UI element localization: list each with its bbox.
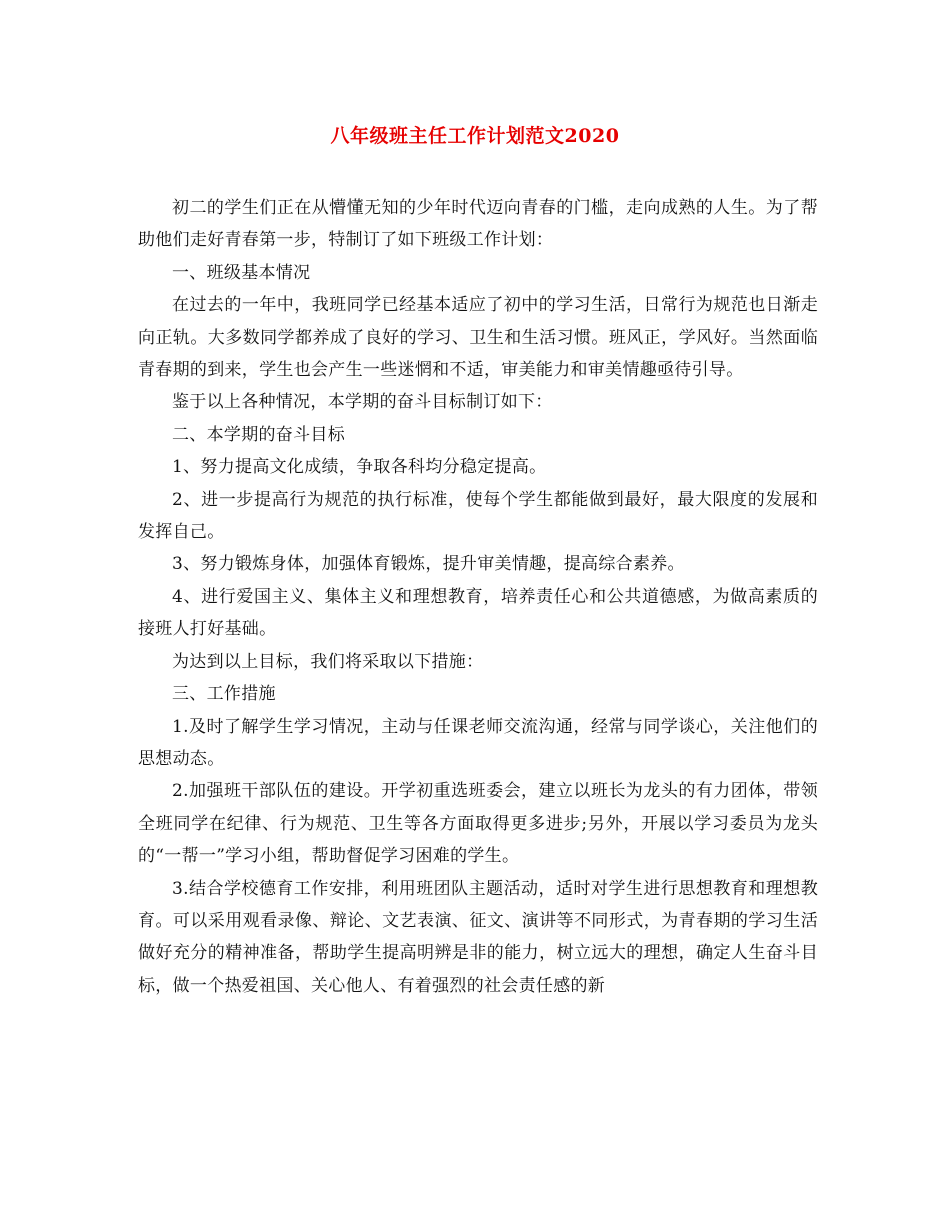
goal-item-4: 4、进行爱国主义、集体主义和理想教育，培养责任心和公共道德感，为做高素质的接班人打好基础。	[138, 586, 818, 640]
paragraph-measures-intro: 为达到以上目标，我们将采取以下措施：	[172, 651, 484, 672]
goal-item-2: 2、进一步提高行为规范的执行标准，使每个学生都能做到最好，最大限度的发展和发挥自己。	[138, 489, 818, 543]
heading-section-1: 一、班级基本情况	[172, 262, 311, 283]
goal-item-3: 3、努力锻炼身体，加强体育锻炼，提升审美情趣，提高综合素养。	[172, 554, 685, 575]
paragraph-intro: 初二的学生们正在从懵懂无知的少年时代迈向青春的门槛，走向成熟的人生。为了帮助他们走好青春第一步，特制订了如下班级工作计划：	[138, 198, 818, 251]
document-body	[138, 192, 818, 1002]
goal-item-1: 1、努力提高文化成绩，争取各科均分稳定提高。	[172, 457, 547, 478]
measure-item-1: 1.及时了解学生学习情况，主动与任课老师交流沟通，经常与同学谈心，关注他们的思想动态。	[138, 716, 818, 769]
paragraph-class-situation: 在过去的一年中，我班同学已经基本适应了初中的学习生活，日常行为规范也日渐走向正轨。大多数同学都养成了良好的学习、卫生和生活习惯。班风正，学风好。当然面临青春期的到来，学生也会产生一些迷惘和不适，审美能力和审美情趣亟待引导。	[138, 295, 818, 381]
document-title: 八年级班主任工作计划范文2020	[330, 125, 620, 147]
heading-section-3: 三、工作措施	[172, 684, 276, 705]
paragraph-goal-intro: 鉴于以上各种情况，本学期的奋斗目标制订如下：	[172, 392, 553, 413]
measure-item-3: 3.结合学校德育工作安排，利用班团队主题活动，适时对学生进行思想教育和理想教育。可以采用观看录像、辩论、文艺表演、征文、演讲等不同形式，为青春期的学习生活做好充分的精神准备，帮助学生提高明辨是非的能力，树立远大的理想，确定人生奋斗目标，做一个热爱祖国、关心他人、有着强烈的社会责任感的新	[138, 878, 818, 996]
heading-section-2: 二、本学期的奋斗目标	[172, 424, 345, 445]
measure-item-2: 2.加强班干部队伍的建设。开学初重选班委会，建立以班长为龙头的有力团体，带领全班同学在纪律、行为规范、卫生等各方面取得更多进步;另外，开展以学习委员为龙头的“一帮一”学习小组，帮助督促学习困难的学生。	[138, 781, 818, 867]
